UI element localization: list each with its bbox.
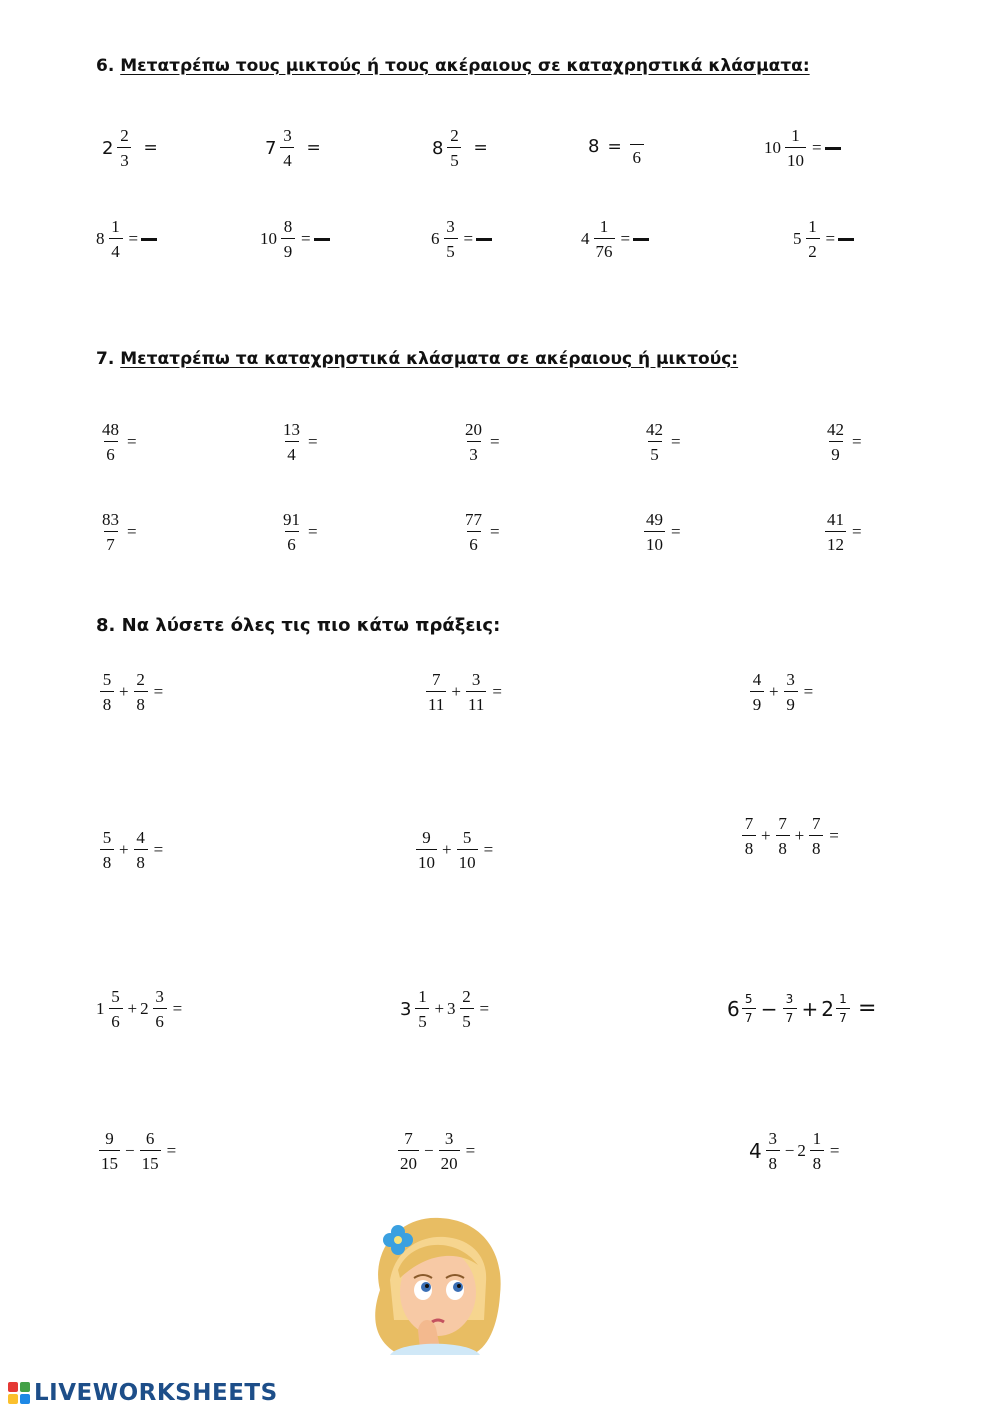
exercise-7-2-1: $\frac{83}{7}$ = — [102, 510, 137, 554]
exercise-8-1-2: $\frac{7}{11}$ + $\frac{3}{11}$ = — [428, 670, 502, 714]
answer-blank[interactable] — [838, 238, 854, 241]
exercise-6-2-3: 6 $\frac{3}{5}$ = — [431, 218, 492, 260]
logo-text: LIVEWORKSHEETS — [34, 1380, 278, 1406]
exercise-6-2-2: 10 $\frac{8}{9}$ = — [260, 218, 330, 260]
answer-blank[interactable] — [633, 238, 649, 241]
exercise-8-2-3: $\frac{7}{8}$ + $\frac{7}{8}$ + $\frac{7}{8}$ = — [740, 815, 839, 857]
exercise-7-1-3: $\frac{20}{3}$ = — [465, 420, 500, 464]
exercise-6-2-5: 5 $\frac{1}{2}$ = — [793, 218, 854, 260]
exercise-6-2-1: 8 $\frac{1}{4}$ = — [96, 218, 157, 260]
exercise-8-2-2: $\frac{9}{10}$ + $\frac{5}{10}$ = — [418, 828, 494, 872]
exercise-6-1-1: 2 $\frac{2}{3}$ = — [102, 126, 158, 170]
exercise-6-1-3: 8 $\frac{2}{5}$ = — [432, 126, 488, 170]
answer-blank[interactable] — [476, 238, 492, 241]
thinking-girl-avatar-icon — [360, 1210, 510, 1360]
exercise-8-2-1: $\frac{5}{8}$ + $\frac{4}{8}$ = — [98, 829, 163, 871]
exercise-7-2-2: $\frac{91}{6}$ = — [283, 510, 318, 554]
exercise-7-1-5: $\frac{42}{9}$ = — [827, 420, 862, 464]
exercise-6-1-2: 7 $\frac{3}{4}$ = — [265, 126, 321, 170]
exercise-8-1-1: $\frac{5}{8}$ + $\frac{2}{8}$ = — [98, 671, 163, 713]
section-8-title: 8. Να λύσετε όλες τις πιο κάτω πράξεις: — [96, 615, 501, 636]
exercise-8-1-3: $\frac{4}{9}$ + $\frac{3}{9}$ = — [748, 671, 813, 713]
liveworksheets-logo — [8, 1380, 278, 1406]
exercise-8-3-1: 1 $\frac{5}{6}$ + 2 $\frac{3}{6}$ = — [96, 987, 183, 1031]
colored-blocks-icon — [8, 1382, 30, 1404]
exercise-7-1-2: $\frac{13}{4}$ = — [283, 420, 318, 464]
exercise-6-1-4: 8 = 6 — [588, 127, 646, 166]
exercise-8-3-2: 3 $\frac{1}{5}$ + 3 $\frac{2}{5}$ = — [400, 987, 490, 1031]
answer-blank[interactable] — [314, 238, 330, 241]
exercise-7-1-4: $\frac{42}{5}$ = — [646, 420, 681, 464]
answer-blank[interactable] — [141, 238, 157, 241]
section-7-title: 7. Μετατρέπω τα καταχρηστικά κλάσματα σε ακέραιους ή μικτούς: — [96, 349, 739, 369]
exercise-8-4-2: $\frac{7}{20}$ − $\frac{3}{20}$ = — [400, 1129, 476, 1173]
exercise-7-2-3: $\frac{77}{6}$ = — [465, 510, 500, 554]
exercise-8-4-1: $\frac{9}{15}$ − $\frac{6}{15}$ = — [101, 1129, 177, 1173]
exercise-6-1-5: 10 $\frac{1}{10}$ = — [764, 127, 841, 169]
exercise-6-2-4: 4 $\frac{1}{76}$ = — [581, 218, 649, 260]
exercise-8-3-3: 6 $\frac{5}{7}$ − $\frac{3}{7}$ + 2 $\frac{1}{7}$ = — [727, 992, 877, 1025]
answer-blank[interactable] — [825, 147, 841, 150]
exercise-7-2-5: $\frac{41}{12}$ = — [827, 510, 862, 554]
exercise-7-2-4: $\frac{49}{10}$ = — [646, 510, 681, 554]
exercise-8-4-3: 4 $\frac{3}{8}$ − 2 $\frac{1}{8}$ = — [749, 1129, 840, 1173]
exercise-7-1-1: $\frac{48}{6}$ = — [102, 420, 137, 464]
section-6-title: 6. Μετατρέπω τους μικτούς ή τους ακέραιους σε καταχρηστικά κλάσματα: — [96, 56, 810, 76]
